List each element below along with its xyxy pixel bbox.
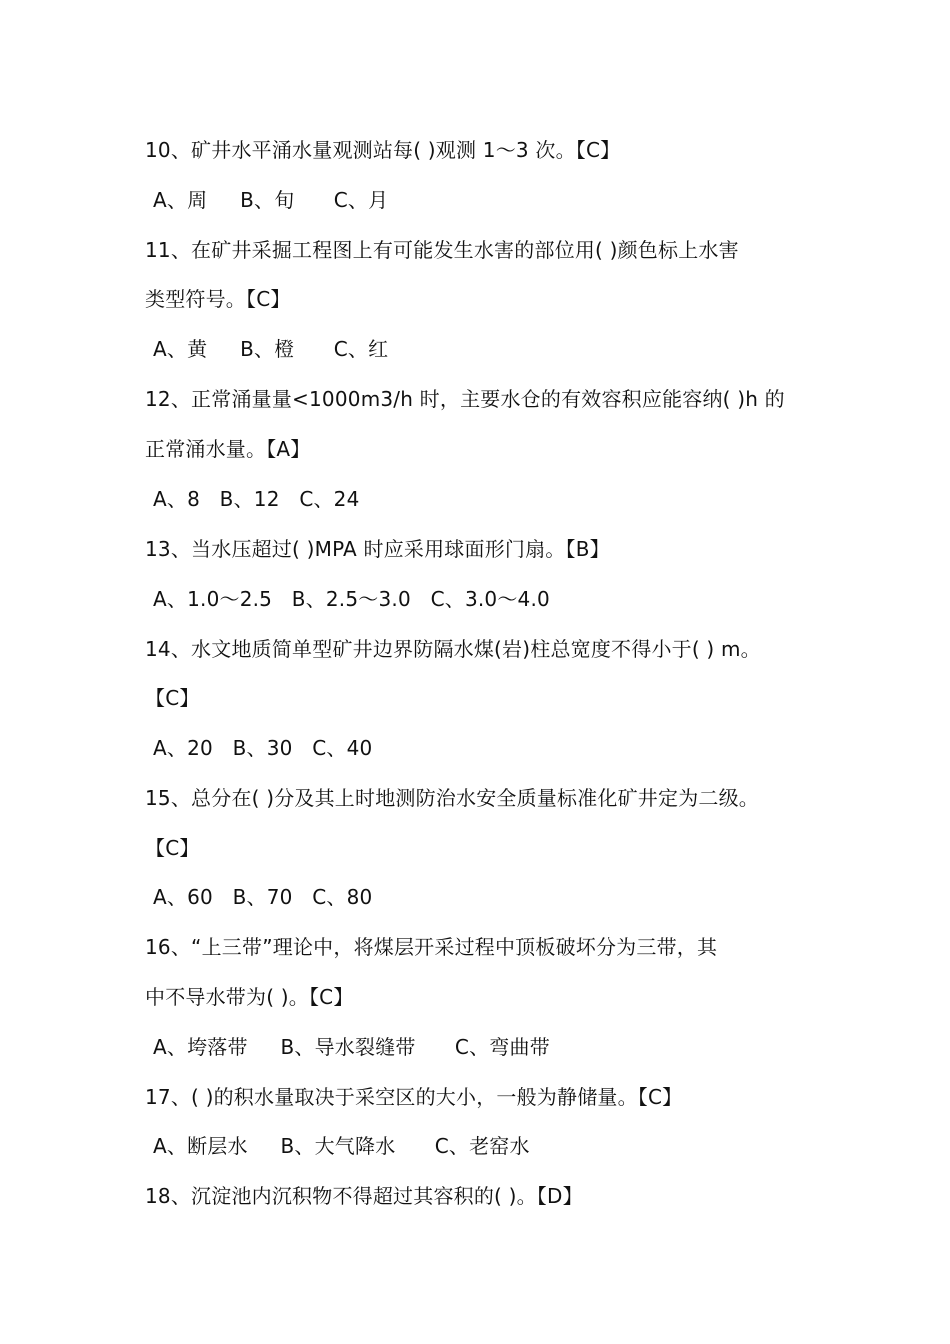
question-10: 10、矿井水平涌水量观测站每( )观测 1～3 次。【C】 (145, 138, 621, 162)
question-17: 17、( )的积水量取决于采空区的大小，一般为静储量。【C】 (145, 1085, 683, 1109)
options-12: A、8 B、12 C、24 (153, 487, 360, 511)
question-16-line-2: 中不导水带为( )。【C】 (145, 985, 354, 1009)
options-16: A、垮落带 B、导水裂缝带 C、弯曲带 (153, 1035, 550, 1059)
question-11-line-1: 11、在矿井采掘工程图上有可能发生水害的部位用( )颜色标上水害 (145, 238, 739, 262)
options-13: A、1.0～2.5 B、2.5～3.0 C、3.0～4.0 (153, 587, 550, 611)
question-15-line-2: 【C】 (145, 836, 200, 860)
question-16-line-1: 16、“上三带”理论中，将煤层开采过程中顶板破坏分为三带，其 (145, 935, 718, 959)
question-14-line-2: 【C】 (145, 686, 200, 710)
question-11-line-2: 类型符号。【C】 (145, 287, 291, 311)
options-14: A、20 B、30 C、40 (153, 736, 373, 760)
question-18: 18、沉淀池内沉积物不得超过其容积的( )。【D】 (145, 1184, 583, 1208)
question-13: 13、当水压超过( )MPA 时应采用球面形门扇。【B】 (145, 537, 610, 561)
question-14-line-1: 14、水文地质简单型矿井边界防隔水煤(岩)柱总宽度不得小于( ) m。 (145, 637, 761, 661)
options-15: A、60 B、70 C、80 (153, 885, 373, 909)
options-11: A、黄 B、橙 C、红 (153, 337, 389, 361)
options-10: A、周 B、旬 C、月 (153, 188, 389, 212)
question-15-line-1: 15、总分在( )分及其上时地测防治水安全质量标准化矿井定为二级。 (145, 786, 760, 810)
question-12-line-1: 12、正常涌量量<1000m3/h 时，主要水仓的有效容积应能容纳( )h 的 (145, 387, 785, 411)
question-12-line-2: 正常涌水量。【A】 (145, 437, 311, 461)
options-17: A、断层水 B、大气降水 C、老窑水 (153, 1134, 530, 1158)
